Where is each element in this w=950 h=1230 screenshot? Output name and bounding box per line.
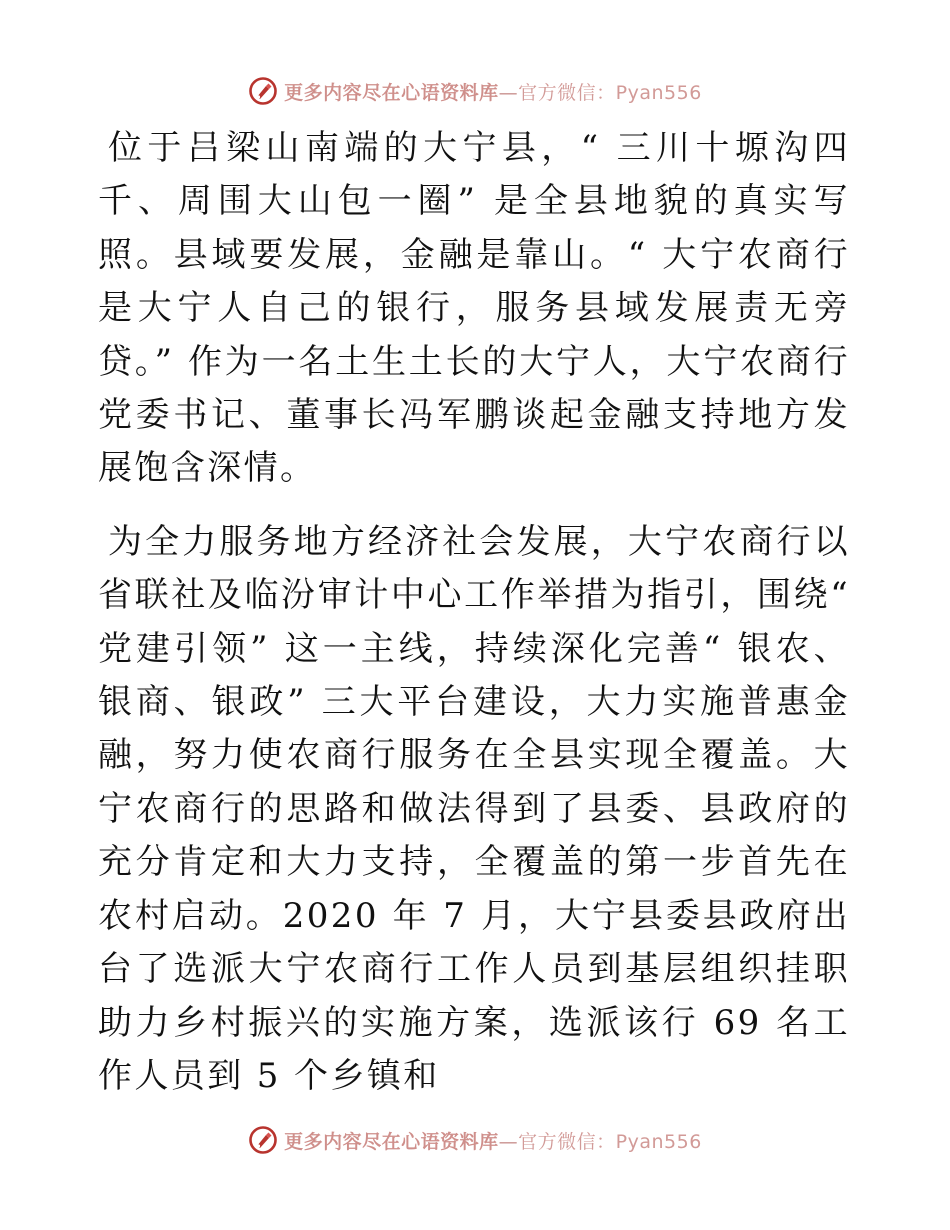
banner-contact-text: 官方微信：Pyan556: [518, 81, 702, 104]
banner-lead-text: 更多内容尽在心语资料库: [284, 1130, 499, 1153]
banner-text: [284, 1127, 702, 1154]
banner-lead-text: 更多内容尽在心语资料库: [284, 81, 499, 104]
paragraph-1: 位于吕梁山南端的大宁县，“ 三川十塬沟四千、周围大山包一圈” 是全县地貌的真实写照。县域要发展，金融是靠山。“ 大宁农商行是大宁人自己的银行，服务县域发展责无旁贷。” 作为一名土生土长的大宁人，大宁农商行党委书记、董事长冯军鹏谈起金融支持地方发展饱含深情。: [98, 128, 850, 489]
article-body: [98, 122, 850, 1103]
pen-circle-logo-icon: [248, 76, 278, 106]
paragraph-2: 为全力服务地方经济社会发展，大宁农商行以省联社及临汾审计中心工作举措为指引，围绕“ 党建引领” 这一主线，持续深化完善“ 银农、银商、银政” 三大平台建设，大力实施普惠金融，努力使农商行服务在全县实现全覆盖。大宁农商行的思路和做法得到了县委、县政府的充分肯定和大力支持，全覆盖的第一步首先在农村启动。2020 年 7 月，大宁县委县政府出台了选派大宁农商行工作人员到基层组织挂职助力乡村振兴的实施方案，选派该行 69 名工作人员到 5 个乡镇和: [98, 521, 850, 1096]
banner-text: [284, 78, 702, 105]
banner-contact-text: 官方微信：Pyan556: [518, 1130, 702, 1153]
banner-separator: —: [498, 81, 519, 104]
footer-banner: [0, 1120, 950, 1160]
pen-circle-logo-icon: [248, 1125, 278, 1155]
banner-separator: —: [498, 1130, 519, 1153]
header-banner: [0, 71, 950, 111]
